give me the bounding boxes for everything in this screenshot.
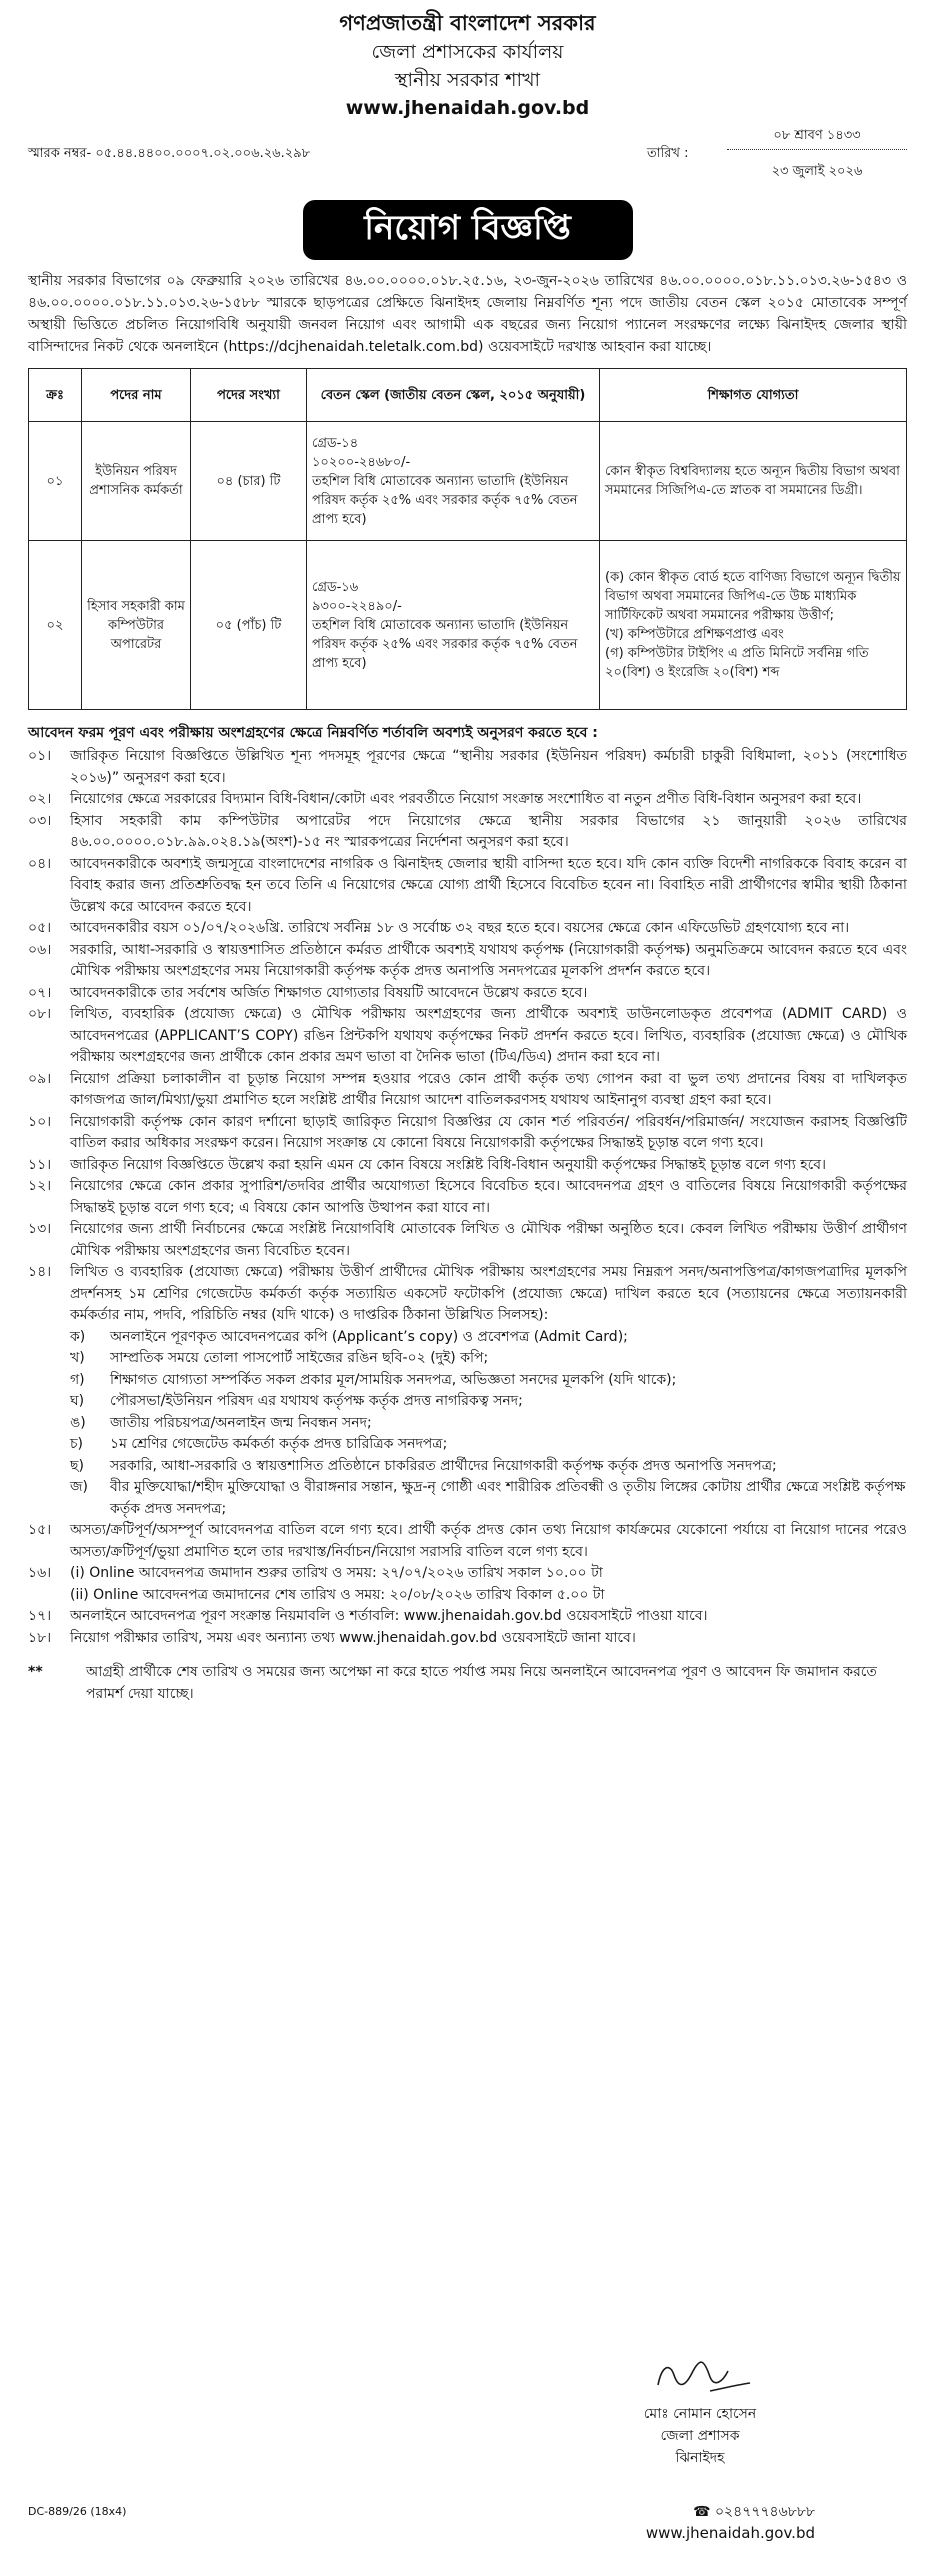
- serial-cell: ০১: [29, 422, 82, 541]
- grade: গ্রেড-১৬: [312, 579, 359, 595]
- condition-item: [28, 940, 907, 983]
- condition-number: ১৫।: [28, 1522, 52, 1538]
- condition-number: ০৮।: [28, 1006, 52, 1022]
- condition-number: ০৭।: [28, 984, 52, 1001]
- condition-number: ০২।: [28, 791, 52, 807]
- notice-title: নিয়োগ বিজ্ঞপ্তি: [303, 200, 633, 260]
- condition-item: [28, 1262, 907, 1327]
- signatory-name: মোঃ নোমান হোসেন: [643, 2406, 757, 2422]
- conditions-heading: আবেদন ফরম পূরণ এবং পরীক্ষায় অংশগ্রহণের ক্ষেত্রে নিম্নবর্ণিত শর্তাবলি অবশ্যই অনুসরণ করতে হবে :: [28, 725, 598, 741]
- subitem-letter: চ): [70, 1436, 84, 1452]
- header-qualification: শিক্ষাগত যোগ্যতা: [600, 369, 907, 422]
- condition-number: ১৮।: [28, 1629, 52, 1646]
- post-name-cell: ইউনিয়ন পরিষদ প্রশাসনিক কর্মকর্তা: [82, 422, 191, 541]
- condition-text: সরকারি, আধা-সরকারি ও স্বায়ত্তশাসিত প্রতিষ্ঠানে কর্মরত প্রার্থীকে অবশ্যই যথাযথ কর্তৃপক্ষ (নিয়োগকারী কর্তৃপক্ষ) অনুমতিক্রমে আবেদন করতে হবে এবং মৌখিক পরীক্ষায় অংশগ্রহণের সময় নিয়োগকারী কর্তৃপক্ষ কর্তৃক প্রদত্ত অনাপত্তি সনদপত্রের মূলকপি প্রদর্শন করতে হবে।: [70, 941, 907, 979]
- condition-item: [28, 811, 907, 854]
- header-post-count: পদের সংখ্যা: [191, 369, 307, 422]
- condition-text: জারিকৃত নিয়োগ বিজ্ঞপ্তিতে উল্লিখিত শূন্য পদসমূহ পূরণের ক্ষেত্রে “স্থানীয় সরকার (ইউনিয়ন পরিষদ) কর্মচারী চাকুরী বিধিমালা, ২০১১ (সংশোধিত ২০১৬)” অনুসরণ করা হবে।: [70, 748, 907, 786]
- signatory-district: ঝিনাইদহ: [675, 2450, 725, 2466]
- condition-number: ০৫।: [28, 920, 52, 936]
- subitem-letter: জ): [70, 1479, 88, 1495]
- subitem-text: শিক্ষাগত যোগ্যতা সম্পর্কিত সকল প্রকার মূল/সাময়িক সনদপত্র, অভিজ্ঞতা সনদের মূলকপি (যদি থাকে);: [110, 1371, 677, 1388]
- phone-number: ☎ ০২৪৭৭৭৪৬৮৮৮: [693, 2504, 815, 2520]
- memo-row: [28, 124, 907, 194]
- subitem-letter: ছ): [70, 1457, 84, 1474]
- post-name-cell: হিসাব সহকারী কাম কম্পিউটার অপারেটর: [82, 541, 191, 710]
- condition-number: ১১।: [28, 1156, 52, 1173]
- subitem-letter: ঙ): [70, 1414, 86, 1431]
- condition-text: (i) Online আবেদনপত্র জমাদান শুরুর তারিখ ও সময়: ২৭/০৭/২০২৬ তারিখ সকাল ১০.০০ টা: [70, 1565, 603, 1581]
- condition-number: ০৬।: [28, 941, 52, 958]
- qualification-cell: [600, 422, 907, 541]
- condition-item: [28, 789, 907, 811]
- scale-range: ৯৩০০-২২৪৯০/-: [312, 598, 402, 614]
- date-label: তারিখ :: [647, 146, 689, 161]
- subitem-letter: ঘ): [70, 1393, 85, 1409]
- header-serial: ক্রঃ: [29, 369, 82, 422]
- date-english: ২৩ জুলাই ২০২৬: [771, 164, 863, 179]
- condition-item: [28, 1606, 907, 1628]
- document-subitem: [70, 1434, 907, 1456]
- condition-item: [28, 1112, 907, 1155]
- subitem-text: ১ম শ্রেণির গেজেটেড কর্মকর্তা কর্তৃক প্রদত্ত চারিত্রিক সনদপত্র;: [110, 1436, 448, 1452]
- signature-scribble: [585, 2345, 815, 2403]
- serial-cell: ০২: [29, 541, 82, 710]
- document-subitem: [70, 1413, 907, 1435]
- grade: গ্রেড-১৪: [312, 435, 359, 451]
- scale-range: ১০২০০-২৪৬৮০/-: [312, 454, 411, 470]
- signatory-designation: জেলা প্রশাসক: [660, 2428, 740, 2444]
- document-subitem: [70, 1370, 907, 1392]
- allowance-text: তহশিল বিধি মোতাবেক অন্যান্য ভাতাদি (ইউনিয়ন পরিষদ কর্তৃক ২৫% এবং সরকার কর্তৃক ৭৫% বেতন প্রাপ্য হবে): [312, 617, 578, 671]
- table-row: [29, 422, 907, 541]
- subitem-letter: খ): [70, 1350, 85, 1366]
- condition-text: নিয়োগ প্রক্রিয়া চলাকালীন বা চূড়ান্ত নিয়োগ সম্পন্ন হওয়ার পরেও কোন প্রার্থী কর্তৃক তথ্য গোপন করা বা ভুল তথ্য প্রদানের বিষয় বা দাখিলকৃত কাগজপত্র জাল/মিথ্যা/ভুয়া প্রমাণিত হলে সংশ্লিষ্ট প্রার্থীর নিয়োগ আদেশ বাতিলকরণসহ যথাযথ আইনানুগ ব্যবস্থা গ্রহণ করা হবে।: [70, 1070, 907, 1108]
- table-row: [29, 541, 907, 710]
- condition-text: হিসাব সহকারী কাম কম্পিউটার অপারেটর পদে নিয়োগের ক্ষেত্রে স্থানীয় সরকার বিভাগের ২১ জানুয়ারী ২০২৬ তারিখের ৪৬.০০.০০০০.০১৮.৯৯.০২৪.১৯(অংশ)-১৫ নং স্মারকপত্রের নির্দেশনা অনুসরণ করা হবে।: [70, 812, 907, 850]
- allowance-text: তহশিল বিধি মোতাবেক অন্যান্য ভাতাদি (ইউনিয়ন পরিষদ কর্তৃক ২৫% এবং সরকার কর্তৃক ৭৫% বেতন প্রাপ্য হবে): [312, 473, 578, 527]
- condition-item: [28, 854, 907, 919]
- subitem-letter: ক): [70, 1328, 86, 1345]
- condition-text: নিয়োগের ক্ষেত্রে কোন প্রকার সুপারিশ/তদবির প্রার্থীর অযোগ্যতা হিসেবে বিবেচিত হবে। আবেদনপত্র গ্রহণ ও বাতিলের বিষয়ে নিয়োগকারী কর্তৃপক্ষের সিদ্ধান্তই চূড়ান্ত বলে গণ্য হবে; এ বিষয়ে কোন আপত্তি উত্থাপন করা যাবে না।: [70, 1178, 907, 1216]
- document-subitem: [70, 1391, 907, 1413]
- condition-number: ০৩।: [28, 812, 52, 829]
- letterhead: [0, 0, 935, 122]
- condition-text: অনলাইনে আবেদনপত্র পূরণ সংক্রান্ত নিয়মাবলি ও শর্তাবলি: www.jhenaidah.gov.bd ওয়েবসাইটে পাওয়া যাবে।: [70, 1608, 708, 1624]
- condition-text: নিয়োগের জন্য প্রার্থী নির্বাচনের ক্ষেত্রে সংশ্লিষ্ট নিয়োগবিধি মোতাবেক লিখিত ও মৌখিক পরীক্ষা অনুষ্ঠিত হবে। কেবল লিখিত পরীক্ষায় উত্তীর্ণ প্রার্থীগণ মৌখিক পরীক্ষায় অংশগ্রহণের জন্য বিবেচিত হবেন।: [70, 1221, 907, 1259]
- condition-item: [28, 1520, 907, 1563]
- signature-block: [585, 2345, 815, 2469]
- condition-item: [28, 918, 907, 940]
- condition-text: লিখিত ও ব্যবহারিক (প্রযোজ্য ক্ষেত্রে) পরীক্ষায় উত্তীর্ণ প্রার্থীদের মৌখিক পরীক্ষায় অংশগ্রহণের সময় নিম্নরূপ সনদ/অনাপত্তিপত্র/কাগজপত্রাদির মূলকপি প্রদর্শনসহ ১ম শ্রেণির গেজেটেড কর্মকর্তা কর্তৃক সত্যায়িত একসেট ফটোকপি (প্রযোজ্য ক্ষেত্রে) দাখিল করতে হবে (সত্যায়নের ক্ষেত্রে সত্যায়নকারী কর্মকর্তার নাম, পদবি, পরিচিতি নম্বর (যদি থাকে) ও দাপ্তরিক ঠিকানা উল্লিখিত সিলসহ):: [70, 1264, 907, 1323]
- document-subitem: [70, 1348, 907, 1370]
- condition-number: ০১।: [28, 748, 52, 764]
- condition-number: [28, 1585, 70, 1607]
- subitem-letter: গ): [70, 1371, 85, 1388]
- qualification-text: (খ) কম্পিউটারে প্রশিক্ষণপ্রাপ্ত এবং: [605, 627, 784, 642]
- condition-item: [28, 1628, 907, 1650]
- signature-mark: [640, 2345, 760, 2403]
- condition-item: [28, 1004, 907, 1069]
- condition-number: ০৯।: [28, 1070, 52, 1087]
- header-post-name: পদের নাম: [82, 369, 191, 422]
- condition-text: নিয়োগ পরীক্ষার তারিখ, সময় এবং অন্যান্য তথ্য www.jhenaidah.gov.bd ওয়েবসাইটে জানা যাবে।: [70, 1629, 636, 1646]
- qualification-text: (ক) কোন স্বীকৃত বোর্ড হতে বাণিজ্য বিভাগে অন্যূন দ্বিতীয় বিভাগ অথবা সমমানের জিপিএ-তে উচ্চ মাধ্যমিক সার্টিফিকেট অথবা সমমানের পরীক্ষায় উত্তীর্ণ;: [605, 570, 901, 623]
- subitem-text: জাতীয় পরিচয়পত্র/অনলাইন জন্ম নিবন্ধন সনদ;: [110, 1414, 372, 1431]
- dc-code: DC-889/26 (18x4): [28, 2505, 127, 2518]
- branch-name: স্থানীয় সরকার শাখা: [394, 69, 541, 91]
- subitem-text: অনলাইনে পূরণকৃত আবেদনপত্রের কপি (Applicant’s copy) ও প্রবেশপত্র (Admit Card);: [110, 1328, 628, 1345]
- condition-text: লিখিত, ব্যবহারিক (প্রযোজ্য ক্ষেত্রে) ও মৌখিক পরীক্ষায় অংশগ্রহণের জন্য প্রার্থীকে অবশ্যই ডাউনলোডকৃত প্রবেশপত্র (ADMIT CARD) ও আবেদনপত্রের (APPLICANT’S COPY) রঙিন প্রিন্টকপি যথাযথ কর্তৃপক্ষের নিকট প্রদর্শন করতে হবে। লিখিত, ব্যবহারিক (প্রযোজ্য ক্ষেত্রে) ও মৌখিক পরীক্ষায় অংশগ্রহণের জন্য প্রার্থীকে কোন প্রকার ভ্রমণ ভাতা বা দৈনিক ভাতা (টিএ/ডিএ) প্রদান করা হবে না।: [70, 1006, 907, 1065]
- posts-table: [28, 368, 907, 710]
- post-count-cell: ০৪ (চার) টি: [191, 422, 307, 541]
- condition-text: আবেদনকারীর বয়স ০১/০৭/২০২৬খ্রি. তারিখে সর্বনিম্ন ১৮ ও সর্বোচ্চ ৩২ বছর হতে হবে। বয়সের ক্ষেত্রে কোন এফিডেভিট গ্রহণযোগ্য হবে না।: [70, 920, 850, 936]
- advice-note: [28, 1661, 907, 1705]
- condition-item: [28, 1069, 907, 1112]
- document-subitem: [70, 1477, 907, 1520]
- condition-number: ০৪।: [28, 855, 52, 872]
- table-header-row: [29, 369, 907, 422]
- qualification-cell: [600, 541, 907, 710]
- header-website: www.jhenaidah.gov.bd: [345, 97, 590, 119]
- condition-text: জারিকৃত নিয়োগ বিজ্ঞপ্তিতে উল্লেখ করা হয়নি এমন যে কোন বিষয়ে সংশ্লিষ্ট বিধি-বিধান অনুযায়ী কর্তৃপক্ষের সিদ্ধান্তই চূড়ান্ত বলে গণ্য হবে।: [70, 1156, 827, 1173]
- pay-scale-cell: [307, 541, 600, 710]
- qualification-text: (গ) কম্পিউটার টাইপিং এ প্রতি মিনিটে সর্বনিম্ন গতি ২০(বিশ) ও ইংরেজি ২০(বিশ) শব্দ: [605, 646, 869, 680]
- condition-item: [28, 1176, 907, 1219]
- condition-item: [28, 746, 907, 789]
- condition-text: (ii) Online আবেদনপত্র জমাদানের শেষ তারিখ ও সময়: ২০/০৮/২০২৬ তারিখ বিকাল ৫.০০ টা: [70, 1586, 605, 1603]
- document-subitem: [70, 1327, 907, 1349]
- condition-number: ১৩।: [28, 1221, 52, 1237]
- subitem-text: সরকারি, আধা-সরকারি ও স্বায়ত্তশাসিত প্রতিষ্ঠানে চাকরিরত প্রার্থীদের নিয়োগকারী কর্তৃপক্ষ কর্তৃক প্রদত্ত অনাপত্তি সনদপত্র;: [110, 1457, 777, 1474]
- office-name: জেলা প্রশাসকের কার্যালয়: [371, 41, 564, 63]
- condition-number: ১৭।: [28, 1608, 52, 1624]
- intro-paragraph: স্থানীয় সরকার বিভাগের ০৯ ফেব্রুয়ারি ২০২৬ তারিখের ৪৬.০০.০০০০.০১৮.২৫.১৬, ২৩-জুন-২০২৬ তারিখের ৪৬.০০.০০০০.০১৮.১১.০১৩.২৬-১৫৪৩ ও ৪৬.০০.০০০০.০১৮.১১.০১৩.২৬-১৫৮৮ স্মারকে ছাড়পত্রের প্রেক্ষিতে ঝিনাইদহ জেলায় নিম্নবর্ণিত শূন্য পদে জাতীয় বেতন স্কেল ২০১৫ মোতাবেক সম্পূর্ণ অস্থায়ী ভিত্তিতে প্রচলিত নিয়োগবিধি অনুযায়ী জনবল নিয়োগ এবং আগামী এক বছরের জন্য নিয়োগ প্যানেল সংরক্ষণের লক্ষ্যে ঝিনাইদহ জেলার স্থায়ী বাসিন্দাদের নিকট থেকে অনলাইনে (https://dcjhenaidah.teletalk.com.bd) ওয়েবসাইটে দরখাস্ত আহবান করা যাচ্ছে।: [28, 273, 907, 355]
- condition-number: ১৪।: [28, 1264, 52, 1280]
- condition-text: আবেদনকারীকে অবশ্যই জন্মসূত্রে বাংলাদেশের নাগরিক ও ঝিনাইদহ জেলার স্থায়ী বাসিন্দা হতে হবে। যদি কোন ব্যক্তি বিদেশী নাগরিককে বিবাহ করেন বা বিবাহ করার জন্য প্রতিশ্রুতিবদ্ধ হন তবে তিনি এ নিয়োগের ক্ষেত্রে যোগ্য প্রার্থী হিসেবে বিবেচিত হবেন না। বিবাহিত নারী প্রার্থীগণের স্বামীর স্থায়ী ঠিকানা উল্লেখ করে আবেদন করতে হবে।: [70, 855, 907, 915]
- memo-number: স্মারক নম্বর- ০৫.৪৪.৪৪০০.০০০৭.০২.০০৬.২৬.২৯৮: [28, 146, 311, 161]
- document-subitem: [70, 1456, 907, 1478]
- condition-text: নিয়োগের ক্ষেত্রে সরকারের বিদ্যমান বিধি-বিধান/কোটা এবং পরবর্তীতে নিয়োগ সংক্রান্ত সংশোধিত বা নতুন প্রণীত বিধি-বিধান অনুসরণ করা হবে।: [70, 791, 862, 807]
- subitem-text: সাম্প্রতিক সময়ে তোলা পাসপোর্ট সাইজের রঙিন ছবি-০২ (দুই) কপি;: [110, 1350, 489, 1366]
- subitem-text: বীর মুক্তিযোদ্ধা/শহীদ মুক্তিযোদ্ধা ও বীরাঙ্গনার সন্তান, ক্ষুদ্র-নৃ গোষ্ঠী এবং শারীরিক প্রতিবন্ধী ও তৃতীয় লিঙ্গের কোটায় প্রার্থীর ক্ষেত্রে সংশ্লিষ্ট কর্তৃপক্ষ কর্তৃক প্রদত্ত সনদপত্র;: [110, 1479, 906, 1517]
- condition-item: [28, 1563, 907, 1585]
- government-name: গণপ্রজাতন্ত্রী বাংলাদেশ সরকার: [339, 11, 596, 35]
- conditions-section: [28, 722, 907, 1649]
- post-count-cell: ০৫ (পাঁচ) টি: [191, 541, 307, 710]
- header-pay-scale: বেতন স্কেল (জাতীয় বেতন স্কেল, ২০১৫ অনুযায়ী): [307, 369, 600, 422]
- condition-item: [28, 1585, 907, 1607]
- condition-item: [28, 983, 907, 1005]
- pay-scale-cell: [307, 422, 600, 541]
- date-bangla: ০৮ শ্রাবণ ১৪৩৩: [727, 126, 907, 150]
- footer-website: www.jhenaidah.gov.bd: [645, 2524, 815, 2542]
- note-text: আগ্রহী প্রার্থীকে শেষ তারিখ ও সময়ের জন্য অপেক্ষা না করে হাতে পর্যাপ্ত সময় নিয়ে অনলাইনে আবেদনপত্র পূরণ ও আবেদন ফি জমাদান করতে পরামর্শ দেয়া যাচ্ছে।: [86, 1664, 877, 1702]
- condition-item: [28, 1219, 907, 1262]
- note-mark: **: [28, 1664, 43, 1680]
- condition-item: [28, 1155, 907, 1177]
- condition-text: অসত্য/ক্রটিপূর্ণ/অসম্পূর্ণ আবেদনপত্র বাতিল বলে গণ্য হবে। প্রার্থী কর্তৃক প্রদত্ত কোন তথ্য নিয়োগ কার্যক্রমের যেকোনো পর্যায়ে বা নিয়োগ দানের পরেও অসত্য/ক্রটিপূর্ণ/ভুয়া প্রমাণিত হলে তার দরখাস্ত/নির্বাচন/নিয়োগ সরাসরি বাতিল বলে গণ্য হবে।: [70, 1522, 907, 1560]
- subitem-text: পৌরসভা/ইউনিয়ন পরিষদ এর যথাযথ কর্তৃপক্ষ কর্তৃক প্রদত্ত নাগরিকত্ব সনদ;: [110, 1393, 523, 1409]
- condition-text: আবেদনকারীকে তার সর্বশেষ অর্জিত শিক্ষাগত যোগ্যতার বিষয়টি আবেদনে উল্লেখ করতে হবে।: [70, 984, 588, 1001]
- condition-text: নিয়োগকারী কর্তৃপক্ষ কোন কারণ দর্শানো ছাড়াই জারিকৃত নিয়োগ বিজ্ঞপ্তির যে কোন শর্ত পরিবর্তন/ পরিবর্ধন/পরিমার্জন/ সংযোজন করাসহ বিজ্ঞপ্তিটি বাতিল করার অধিকার সংরক্ষণ করেন। নিয়োগ সংক্রান্ত যে কোনো বিষয়ে নিয়োগকারী কর্তৃপক্ষের সিদ্ধান্তই চূড়ান্ত বলে গণ্য হবে।: [70, 1113, 907, 1151]
- condition-number: ১২।: [28, 1178, 52, 1194]
- condition-number: ১০।: [28, 1113, 52, 1130]
- qualification-text: কোন স্বীকৃত বিশ্ববিদ্যালয় হতে অন্যূন দ্বিতীয় বিভাগ অথবা সমমানের সিজিপিএ-তে স্নাতক বা সমমানের ডিগ্রী।: [605, 464, 900, 498]
- condition-number: ১৬।: [28, 1565, 52, 1581]
